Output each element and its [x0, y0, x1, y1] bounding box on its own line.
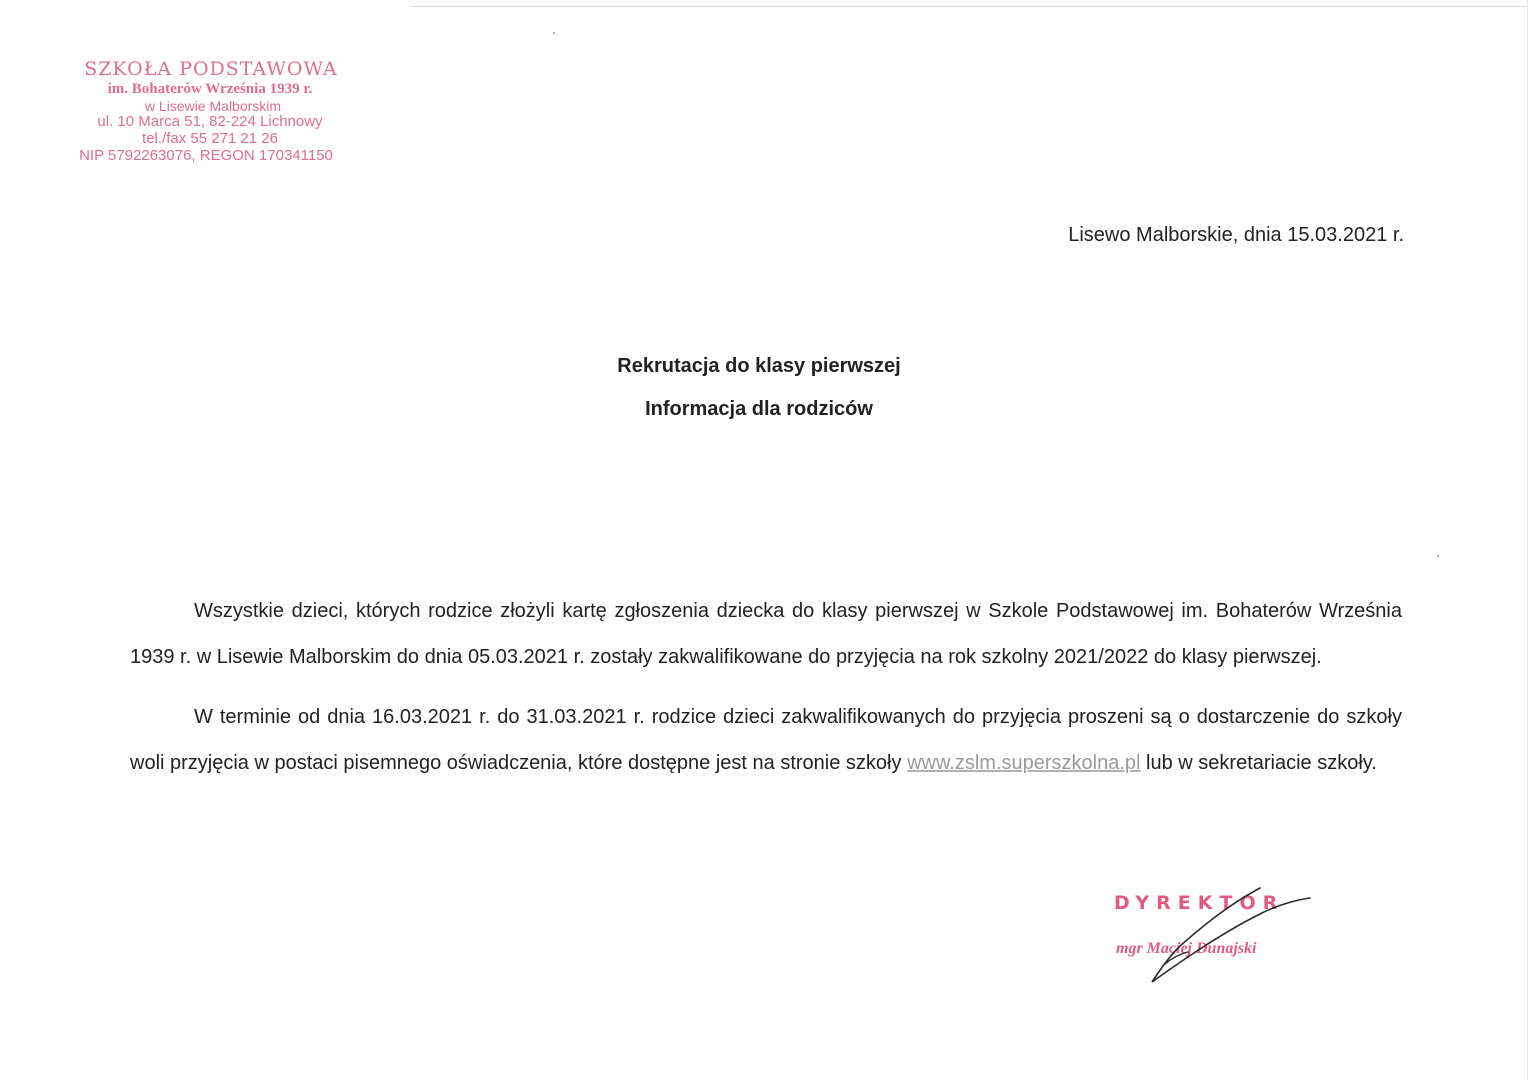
paragraph-deadline-text: W terminie od dnia 16.03.2021 r. do 31.03.2021 r. rodzice dzieci zakwalifikowanych do przyjęcia proszeni są o dostarczenie do szkoły woli przyjęcia w postaci pisemnego oświadczenia, które dostępne jest na stronie szkoły: [130, 706, 1402, 774]
stamp-school-phone: tel./fax 55 271 21 26: [142, 130, 278, 148]
school-stamp: [60, 60, 360, 164]
paragraph-qualification: Wszystkie dzieci, których rodzice złożyli kartę zgłoszenia dziecka do klasy pierwszej w Szkole Podstawowej im. Bohaterów Września 1939 r. w Lisewie Malborskim do dnia 05.03.2021 r. zostały zakwalifikowane do przyjęcia na rok szkolny 2021/2022 do klasy pierwszej.: [130, 600, 1402, 668]
letter-date: Lisewo Malborskie, dnia 15.03.2021 r.: [1068, 224, 1404, 246]
paragraph-deadline-ending: lub w sekretariacie szkoły.: [1140, 752, 1377, 774]
scan-edge-top: [410, 6, 1528, 7]
scan-speck: [553, 32, 555, 34]
paragraph-deadline: [130, 694, 1402, 786]
letter-subtitle: Informacja dla rodziców: [645, 398, 873, 420]
stamp-school-name: SZKOŁA PODSTAWOWA: [84, 58, 338, 80]
director-stamp-title: DYREKTOR: [1114, 892, 1285, 914]
director-stamp-name: mgr Maciej Dunajski: [1116, 940, 1257, 957]
stamp-school-patron: im. Bohaterów Września 1939 r.: [107, 80, 313, 97]
letter-heading: [0, 355, 1528, 421]
handwritten-signature-icon: [1110, 884, 1330, 994]
letter-body: [130, 588, 1402, 786]
school-website-link[interactable]: www.zslm.superszkolna.pl: [907, 752, 1141, 774]
stamp-school-ids: NIP 5792263076, REGON 170341150: [79, 146, 333, 164]
scan-speck: [1437, 555, 1439, 557]
letter-title: Rekrutacja do klasy pierwszej: [617, 355, 901, 377]
stamp-school-location: w Lisewie Malborskim: [144, 97, 282, 114]
director-signature-block: [1110, 884, 1330, 994]
stamp-school-address: ul. 10 Marca 51, 82-224 Lichnowy: [97, 113, 323, 131]
